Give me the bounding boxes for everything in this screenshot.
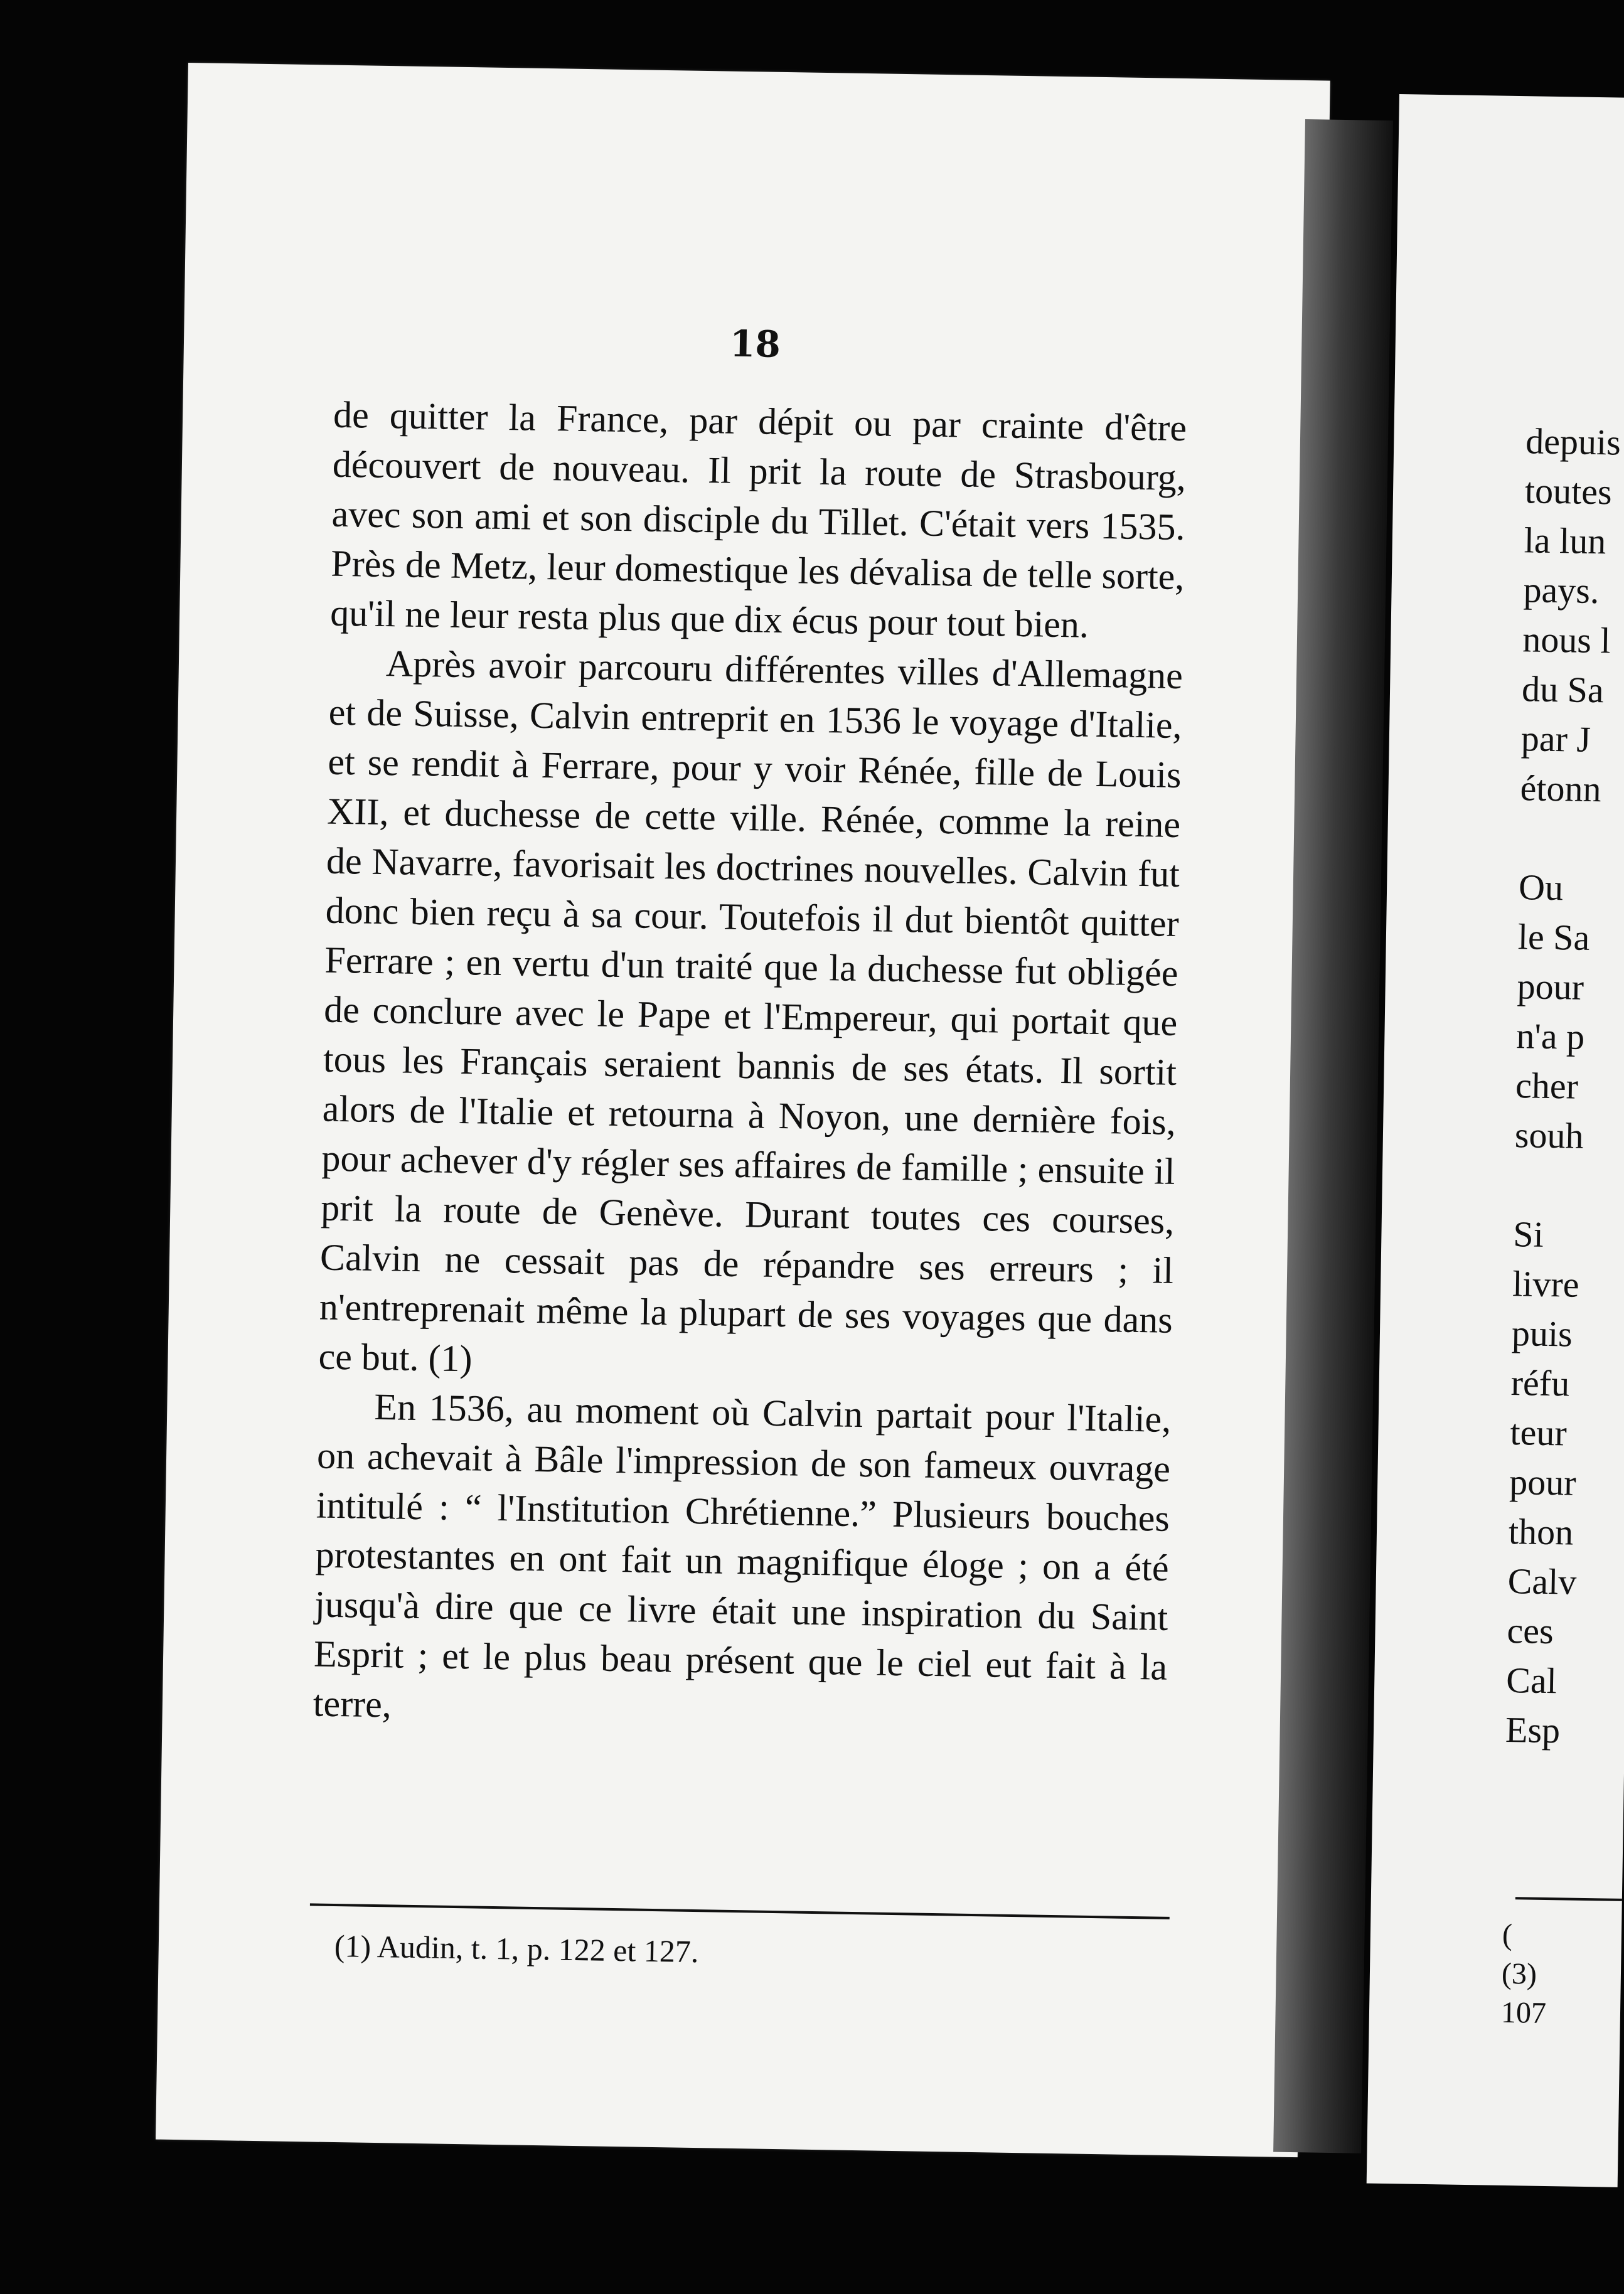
right-line: thon	[1508, 1511, 1574, 1553]
right-line: du Sa	[1521, 668, 1605, 711]
right-line: puis	[1511, 1313, 1573, 1355]
right-page-text	[1505, 416, 1624, 1756]
right-line: toutes	[1524, 470, 1613, 513]
right-line: Si	[1512, 1214, 1544, 1255]
right-footnote-line: (3)	[1501, 1956, 1537, 1991]
right-line: teur	[1510, 1412, 1568, 1454]
right-page-footnotes	[1501, 1916, 1616, 2034]
right-line: étonn	[1520, 767, 1602, 810]
right-footnote-line: (	[1502, 1918, 1513, 1952]
right-line: Calv	[1507, 1560, 1577, 1603]
right-line: Ou	[1518, 867, 1564, 909]
right-line	[1519, 813, 1624, 864]
footnote-rule	[310, 1903, 1170, 1919]
right-line: Esp	[1505, 1709, 1561, 1751]
paragraph-2: Après avoir parcouru différentes villes d'Allemagne et de Suisse, Calvin entreprit en 1536 le voyage d'Italie, et se rendit à Ferrare, pour y voir Rénée, fille de Louis XII, et duchesse de cette ville. Rénée, comme la reine de Navarre, favorisait les doctrines nouvelles. Calvin fut donc bien reçu à sa cour. Toutefois il dut bientôt quitter Ferrare ; en vertu d'un traité que la duchesse fut obligée de conclure avec le Pape et l'Empereur, qui portait que tous les Français seraient bannis de ses états. Il sortit alors de l'Italie et retourna à Noyon, une dernière fois, pour achever d'y régler ses affaires de famille ; ensuite il prit la route de Genève. Durant toutes ces courses, Calvin ne cessait pas de répandre ses erreurs ; il n'entreprenait même la plupart de ses voyages que dans ce but. (1)	[318, 643, 1183, 1380]
left-page	[156, 63, 1330, 2157]
paragraph-3: En 1536, au moment où Calvin partait pour l'Italie, on achevait à Bâle l'impression de son fameux ouvrage intitulé : “ l'Institution Chrétienne.” Plusieurs bouches protestantes en ont fait un magnifique éloge ; on a été jusqu'à dire que ce livre était une inspiration du Saint Esprit ; et le plus beau présent que le ciel eut fait à la terre,	[313, 1385, 1172, 1726]
right-line: n'a p	[1515, 1015, 1585, 1057]
right-line: pays.	[1523, 569, 1600, 612]
right-line: ces	[1507, 1610, 1554, 1652]
right-line: réfu	[1510, 1362, 1570, 1404]
right-line: pour	[1509, 1461, 1577, 1503]
page-number: 18	[729, 322, 781, 366]
right-line: pour	[1517, 966, 1584, 1008]
right-line: souh	[1514, 1114, 1584, 1156]
right-footnote-rule	[1515, 1897, 1622, 1901]
right-line: par J	[1520, 718, 1591, 760]
right-line: depuis	[1525, 420, 1621, 463]
right-line: Cal	[1505, 1659, 1557, 1702]
right-line	[1514, 1160, 1624, 1211]
right-line: nous l	[1522, 619, 1611, 661]
paragraph-1: de quitter la France, par dépit ou par crainte d'être découvert de nouveau. Il prit la route de Strasbourg, avec son ami et son disciple du Tillet. C'était vers 1535. Près de Metz, leur domestique les dévalisa de telle sorte, qu'il ne leur resta plus que dix écus pour tout bien.	[329, 393, 1187, 646]
right-line: la lun	[1524, 520, 1606, 562]
right-line: cher	[1515, 1065, 1579, 1107]
right-page-partial	[1367, 94, 1624, 2187]
right-line: livre	[1512, 1263, 1580, 1305]
body-text	[313, 390, 1187, 1742]
footnote: (1) Audin, t. 1, p. 122 et 127.	[334, 1928, 699, 1970]
right-line: le Sa	[1517, 916, 1590, 958]
right-footnote-line: 107	[1500, 1995, 1547, 2030]
